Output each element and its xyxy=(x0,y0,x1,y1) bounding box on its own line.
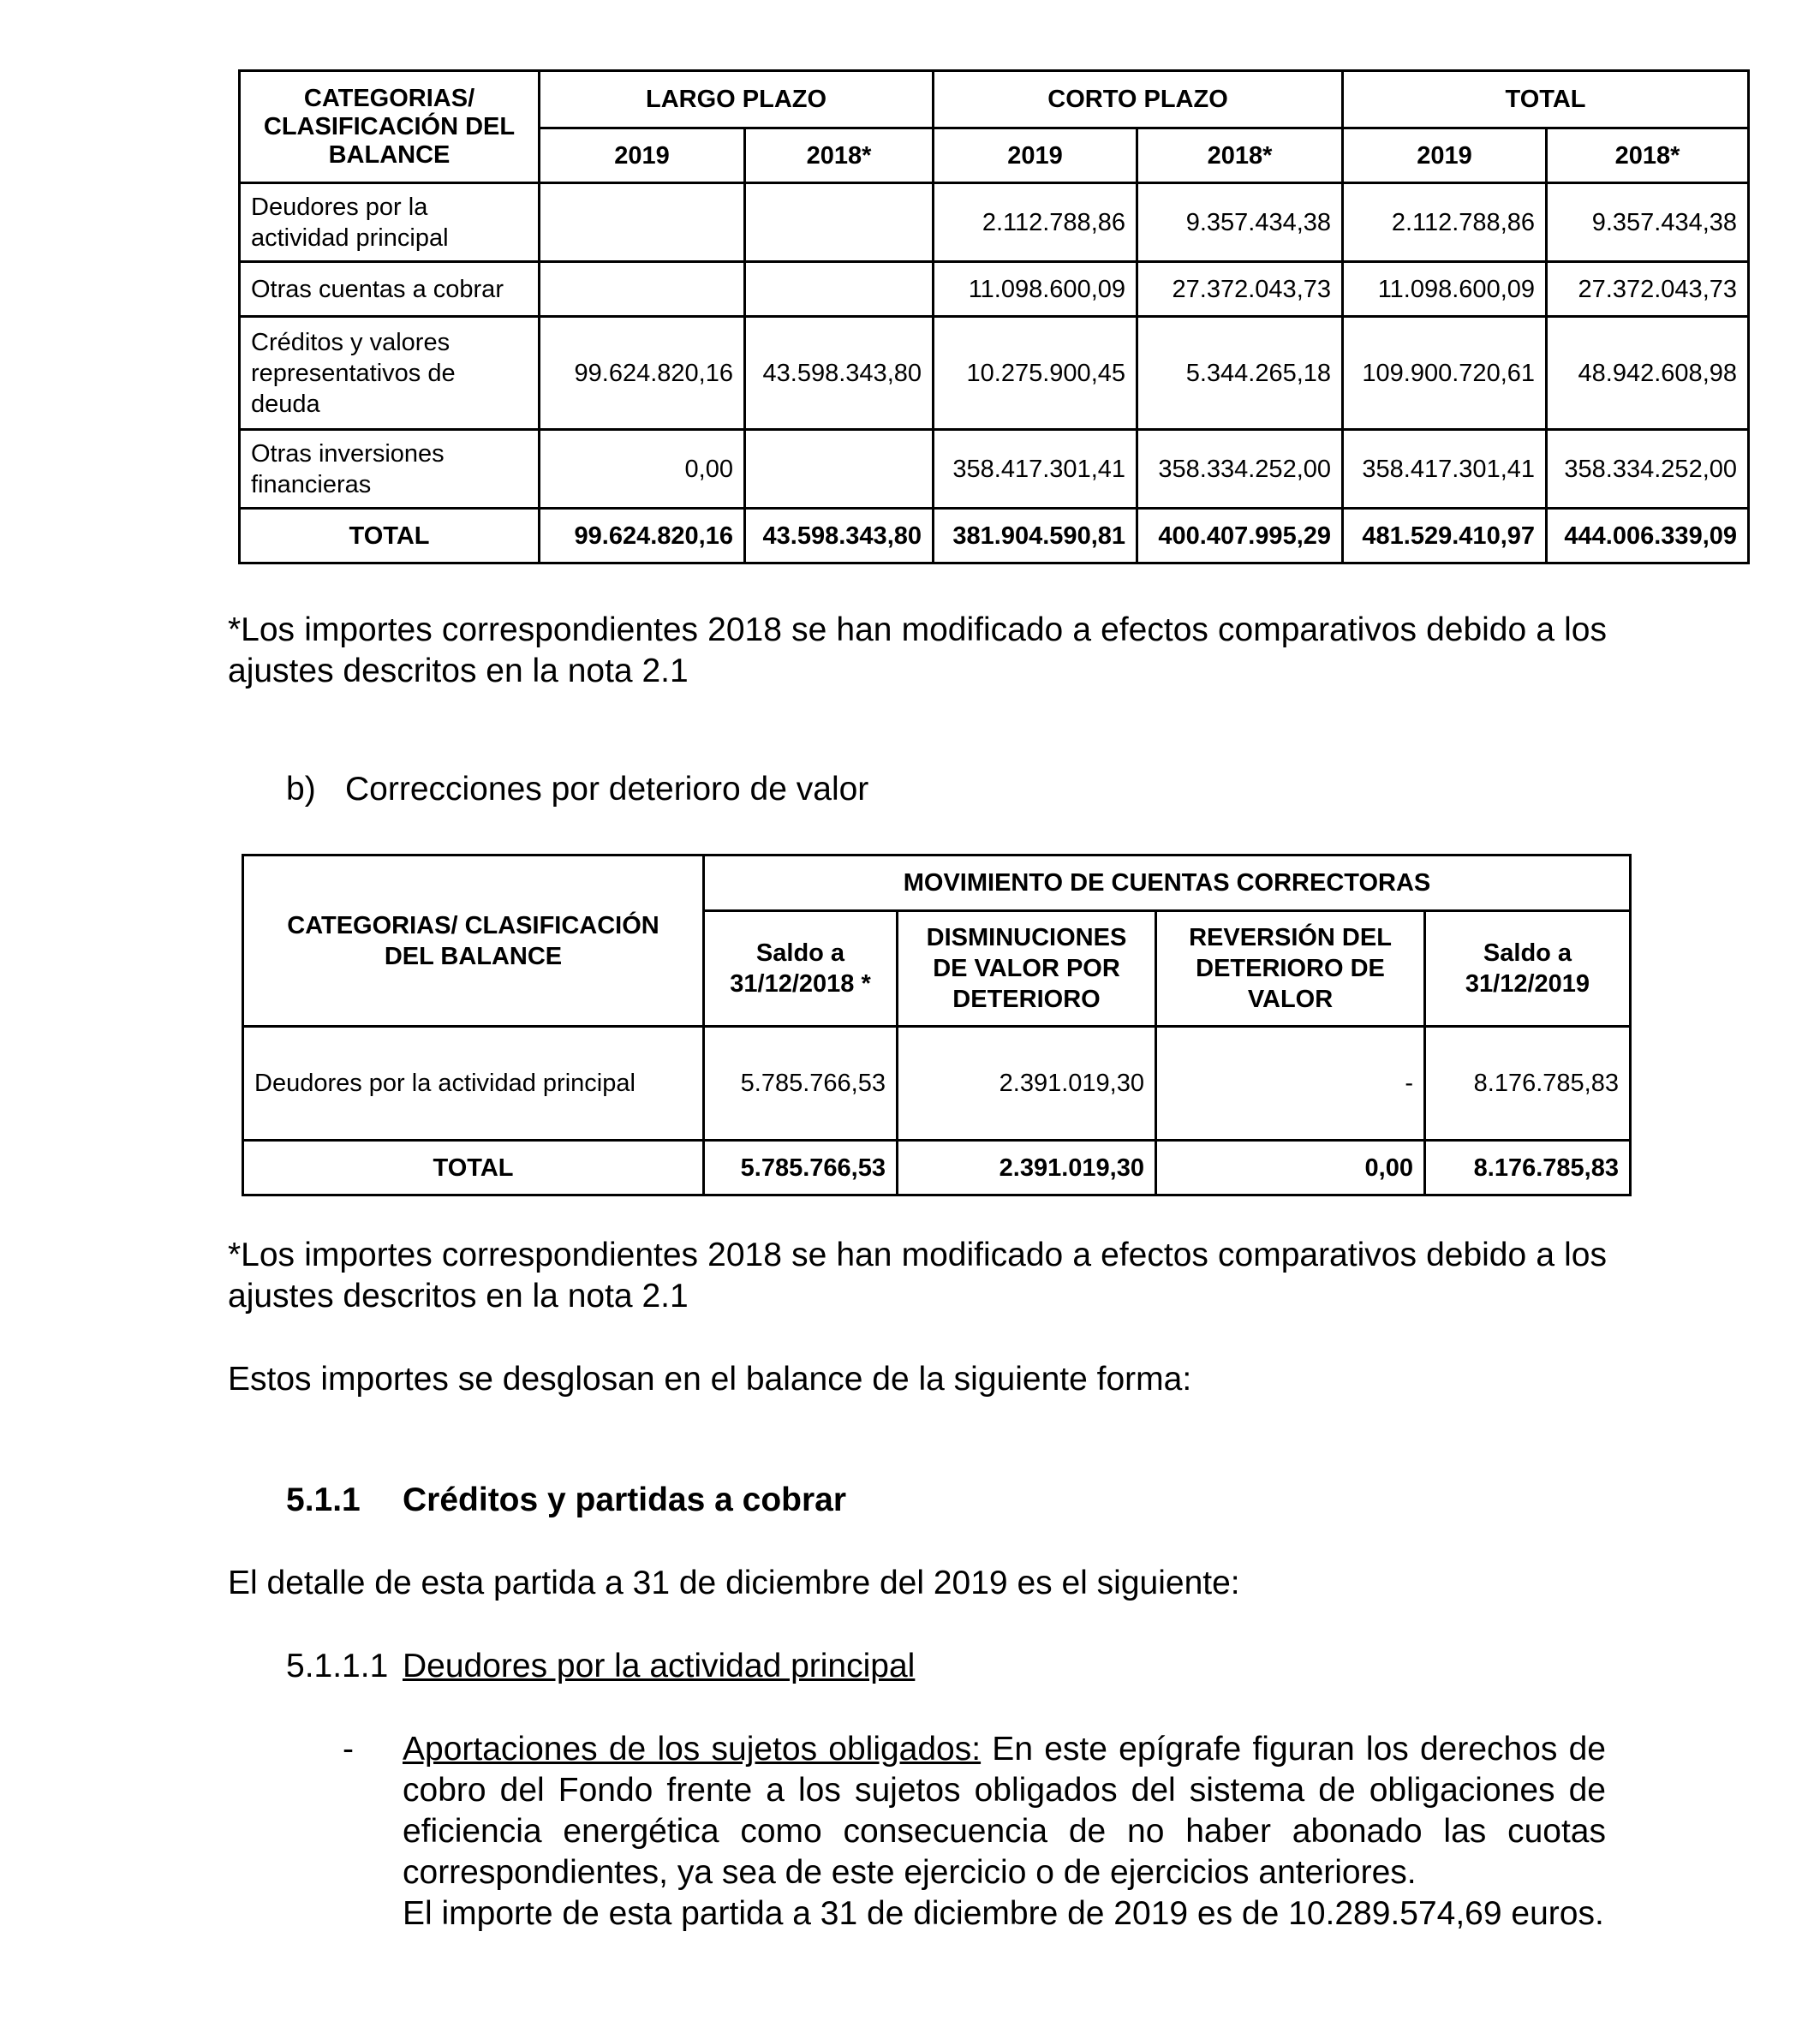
column-header: Saldo a 31/12/2018 * xyxy=(704,911,898,1027)
section-b-marker: b) xyxy=(286,771,316,808)
footnote-2018-adjustments: *Los importes correspondientes 2018 se han modificado a efectos comparativos debido a los ajustes descritos en la nota 2.1 xyxy=(228,611,1607,689)
bullet-title: Aportaciones de los sujetos obligados: xyxy=(403,1731,982,1768)
bullet-marker: - xyxy=(343,1731,354,1768)
table-row xyxy=(240,262,1749,317)
total-label: TOTAL xyxy=(243,1141,704,1195)
cell-value: 358.334.252,00 xyxy=(1137,430,1343,509)
group-header-total: TOTAL xyxy=(1343,71,1749,128)
cell-value: 358.417.301,41 xyxy=(934,430,1137,509)
total-row xyxy=(243,1141,1631,1195)
breakdown-intro: Estos importes se desglosan en el balance de la siguiente forma: xyxy=(228,1361,1192,1398)
table-row xyxy=(240,183,1749,262)
subsection-title-5111: Deudores por la actividad principal xyxy=(403,1648,916,1684)
cell-value xyxy=(745,262,934,317)
cell-value: 0,00 xyxy=(540,430,745,509)
bullet-paragraph xyxy=(403,1729,1606,1935)
column-header: Saldo a 31/12/2019 xyxy=(1425,911,1631,1027)
cell-value xyxy=(745,430,934,509)
cell-value: 2.112.788,86 xyxy=(934,183,1137,262)
cell-value: 48.942.608,98 xyxy=(1547,317,1749,430)
cell-value: 2.391.019,30 xyxy=(898,1027,1156,1141)
cell-value: - xyxy=(1156,1027,1425,1141)
cell-value xyxy=(540,262,745,317)
cell-value: 9.357.434,38 xyxy=(1137,183,1343,262)
table-row xyxy=(240,430,1749,509)
balance-classification-table xyxy=(238,69,1750,564)
table-row xyxy=(243,1027,1631,1141)
movements-group-header: MOVIMIENTO DE CUENTAS CORRECTORAS xyxy=(704,856,1631,911)
cell-value: 358.334.252,00 xyxy=(1547,430,1749,509)
cell-value: 5.785.766,53 xyxy=(704,1027,898,1141)
column-header: DISMINUCIONES DE VALOR POR DETERIORO xyxy=(898,911,1156,1027)
row-label: Deudores por la actividad principal xyxy=(240,183,540,262)
cell-value: 10.275.900,45 xyxy=(934,317,1137,430)
impairment-movements-table xyxy=(242,854,1632,1196)
row-label: Otras inversiones financieras xyxy=(240,430,540,509)
cell-value: 27.372.043,73 xyxy=(1137,262,1343,317)
total-value: 5.785.766,53 xyxy=(704,1141,898,1195)
year-header: 2018* xyxy=(745,128,934,183)
column-header: REVERSIÓN DEL DETERIORO DE VALOR xyxy=(1156,911,1425,1027)
cell-value: 9.357.434,38 xyxy=(1547,183,1749,262)
total-value: 481.529.410,97 xyxy=(1343,509,1547,563)
subsection-number-5111: 5.1.1.1 xyxy=(286,1648,389,1684)
cell-value: 11.098.600,09 xyxy=(934,262,1137,317)
detail-intro: El detalle de esta partida a 31 de diciembre del 2019 es el siguiente: xyxy=(228,1565,1240,1601)
total-value: 99.624.820,16 xyxy=(540,509,745,563)
year-header: 2019 xyxy=(540,128,745,183)
section-number-511: 5.1.1 xyxy=(286,1482,361,1518)
year-header: 2019 xyxy=(1343,128,1547,183)
total-value: 0,00 xyxy=(1156,1141,1425,1195)
cell-value: 109.900.720,61 xyxy=(1343,317,1547,430)
total-value: 381.904.590,81 xyxy=(934,509,1137,563)
year-header: 2018* xyxy=(1547,128,1749,183)
year-header: 2018* xyxy=(1137,128,1343,183)
total-value: 400.407.995,29 xyxy=(1137,509,1343,563)
cell-value: 27.372.043,73 xyxy=(1547,262,1749,317)
total-value: 2.391.019,30 xyxy=(898,1141,1156,1195)
cell-value xyxy=(745,183,934,262)
group-header-corto: CORTO PLAZO xyxy=(934,71,1343,128)
cell-value: 2.112.788,86 xyxy=(1343,183,1547,262)
section-title-511: Créditos y partidas a cobrar xyxy=(403,1482,847,1518)
row-label: Otras cuentas a cobrar xyxy=(240,262,540,317)
total-row xyxy=(240,509,1749,563)
cell-value: 5.344.265,18 xyxy=(1137,317,1343,430)
bullet-amount-text: El importe de esta partida a 31 de diciembre de 2019 es de 10.289.574,69 euros. xyxy=(403,1895,1604,1932)
footnote-2018-adjustments-2: *Los importes correspondientes 2018 se han modificado a efectos comparativos debido a los ajustes descritos en la nota 2.1 xyxy=(228,1237,1607,1315)
row-label: Créditos y valores representativos de deuda xyxy=(240,317,540,430)
year-header: 2019 xyxy=(934,128,1137,183)
total-label: TOTAL xyxy=(240,509,540,563)
cell-value: 358.417.301,41 xyxy=(1343,430,1547,509)
cell-value: 8.176.785,83 xyxy=(1425,1027,1631,1141)
category-header: CATEGORIAS/ CLASIFICACIÓN DEL BALANCE xyxy=(243,856,704,1027)
total-value: 444.006.339,09 xyxy=(1547,509,1749,563)
cell-value: 11.098.600,09 xyxy=(1343,262,1547,317)
group-header-largo: LARGO PLAZO xyxy=(540,71,934,128)
cell-value: 99.624.820,16 xyxy=(540,317,745,430)
row-label: Deudores por la actividad principal xyxy=(243,1027,704,1141)
cell-value: 43.598.343,80 xyxy=(745,317,934,430)
total-value: 43.598.343,80 xyxy=(745,509,934,563)
bullet-text: En este epígrafe figuran los derechos de cobro del Fondo frente a los sujetos obligados del sistema de obligaciones de eficiencia energética como consecuencia de no haber abonado las cuotas correspondientes, ya sea de este ejercicio o de ejercicios anteriores. xyxy=(403,1731,1607,1891)
total-value: 8.176.785,83 xyxy=(1425,1141,1631,1195)
section-b-title: Correcciones por deterioro de valor xyxy=(345,771,869,808)
cell-value xyxy=(540,183,745,262)
category-header: CATEGORIAS/ CLASIFICACIÓN DEL BALANCE xyxy=(240,71,540,183)
table-row xyxy=(240,317,1749,430)
